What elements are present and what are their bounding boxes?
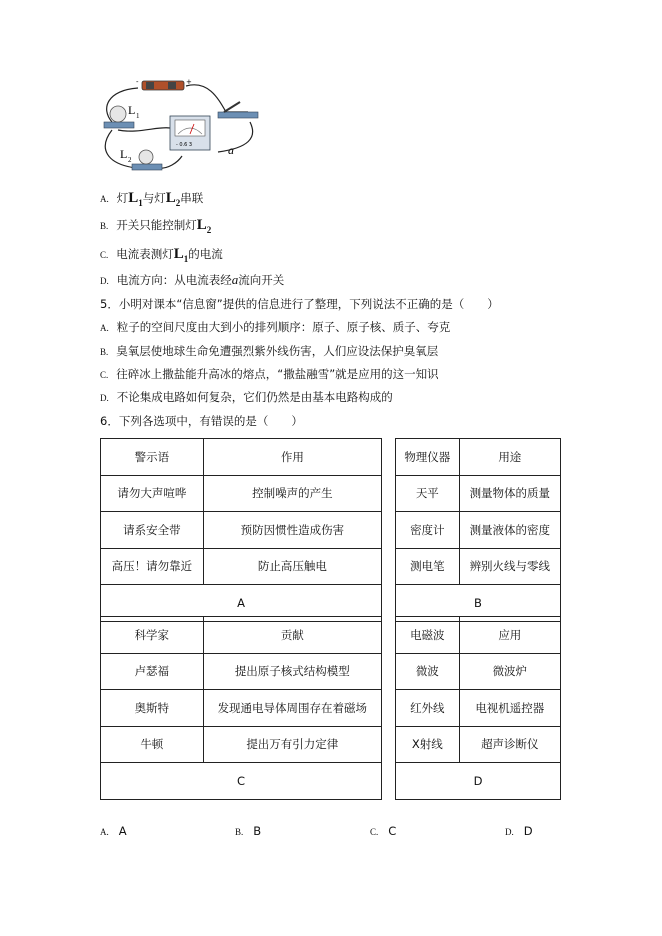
table-d-header: 应用 <box>459 617 560 654</box>
table-a-header: 作用 <box>203 439 381 476</box>
table-a-cell: 高压！请勿靠近 <box>101 548 204 585</box>
q4-option-b: B. 开关只能控制灯$L_2$ <box>100 217 212 235</box>
table-a-label: A <box>101 585 382 622</box>
table-a-cell: 控制噪声的产生 <box>203 475 381 512</box>
switch <box>218 112 258 118</box>
q5-option-c: C. 往碎冰上撒盐能升高冰的熔点，“撒盐融雪”就是应用的这一知识 <box>100 367 439 381</box>
q6-answer-d: D. D <box>505 824 533 838</box>
q4-option-d: D. 电流方向：从电流表经a流向开关 <box>100 272 285 287</box>
table-c-cell: 发现通电导体周围存在着磁场 <box>203 690 381 727</box>
svg-text:a: a <box>228 143 234 157</box>
table-a-header: 警示语 <box>101 439 204 476</box>
table-c-cell: 牛顿 <box>101 726 204 763</box>
table-d-cell: 红外线 <box>396 690 460 727</box>
table-b-header: 物理仪器 <box>396 439 460 476</box>
q6-answer-b: B. B <box>235 824 262 838</box>
q5-option-a: A. 粒子的空间尺度由大到小的排列顺序：原子、原子核、质子、夸克 <box>100 320 451 334</box>
svg-text:-: - <box>136 78 139 86</box>
table-d-cell: X射线 <box>396 726 460 763</box>
svg-text:2: 2 <box>128 156 132 164</box>
svg-text:+: + <box>186 78 192 86</box>
table-c-header: 贡献 <box>203 617 381 654</box>
table-d-cell: 微波炉 <box>459 653 560 690</box>
table-b-cell: 密度计 <box>396 512 460 549</box>
bulb-l2-base <box>132 164 162 170</box>
q4-option-a: A. 灯$L_1$与灯$L_2$串联 <box>100 190 204 208</box>
bulb-l1-base <box>104 122 134 128</box>
q6-answer-c: C. C <box>370 824 397 838</box>
table-b-cell: 测电笔 <box>396 548 460 585</box>
svg-text:- 0.6 3: - 0.6 3 <box>176 142 193 148</box>
table-c-cell: 提出原子核式结构模型 <box>203 653 381 690</box>
table-b-cell: 测量物体的质量 <box>459 475 560 512</box>
svg-text:1: 1 <box>136 112 140 120</box>
table-a-cell: 防止高压触电 <box>203 548 381 585</box>
table-a-cell: 请勿大声喧哗 <box>101 475 204 512</box>
table-c-cell: 卢瑟福 <box>101 653 204 690</box>
table-a-cell: 预防因惯性造成伤害 <box>203 512 381 549</box>
table-c <box>100 616 382 800</box>
bulb-l1 <box>110 106 126 122</box>
table-c-cell: 提出万有引力定律 <box>203 726 381 763</box>
table-b-cell: 天平 <box>396 475 460 512</box>
table-b <box>395 438 561 622</box>
svg-text:L: L <box>128 103 136 117</box>
table-d-label: D <box>396 763 561 800</box>
table-b-cell: 测量液体的密度 <box>459 512 560 549</box>
table-b-header: 用途 <box>459 439 560 476</box>
table-d-header: 电磁波 <box>396 617 460 654</box>
q6-answer-a: A. A <box>100 824 127 838</box>
table-d-cell: 超声诊断仪 <box>459 726 560 763</box>
table-b-cell: 辨别火线与零线 <box>459 548 560 585</box>
table-d-cell: 电视机遥控器 <box>459 690 560 727</box>
table-a <box>100 438 382 622</box>
table-c-cell: 奥斯特 <box>101 690 204 727</box>
table-d-cell: 微波 <box>396 653 460 690</box>
table-b-label: B <box>396 585 561 622</box>
q5-option-d: D. 不论集成电路如何复杂，它们仍然是由基本电路构成的 <box>100 390 393 404</box>
table-a-cell: 请系安全带 <box>101 512 204 549</box>
bulb-l2 <box>139 150 153 164</box>
q5-option-b: B. 臭氧层使地球生命免遭强烈紫外线伤害，人们应设法保护臭氧层 <box>100 344 439 358</box>
q6-stem: 6．下列各选项中，有错误的是（ ） <box>100 414 303 428</box>
table-d <box>395 616 561 800</box>
q5-stem: 5．小明对课本“信息窗”提供的信息进行了整理，下列说法不正确的是（ ） <box>100 297 499 311</box>
svg-text:L: L <box>120 147 128 161</box>
table-c-header: 科学家 <box>101 617 204 654</box>
q4-option-c: C. 电流表测灯$L_1$的电流 <box>100 246 223 264</box>
table-c-label: C <box>101 763 382 800</box>
circuit-diagram <box>98 78 268 178</box>
